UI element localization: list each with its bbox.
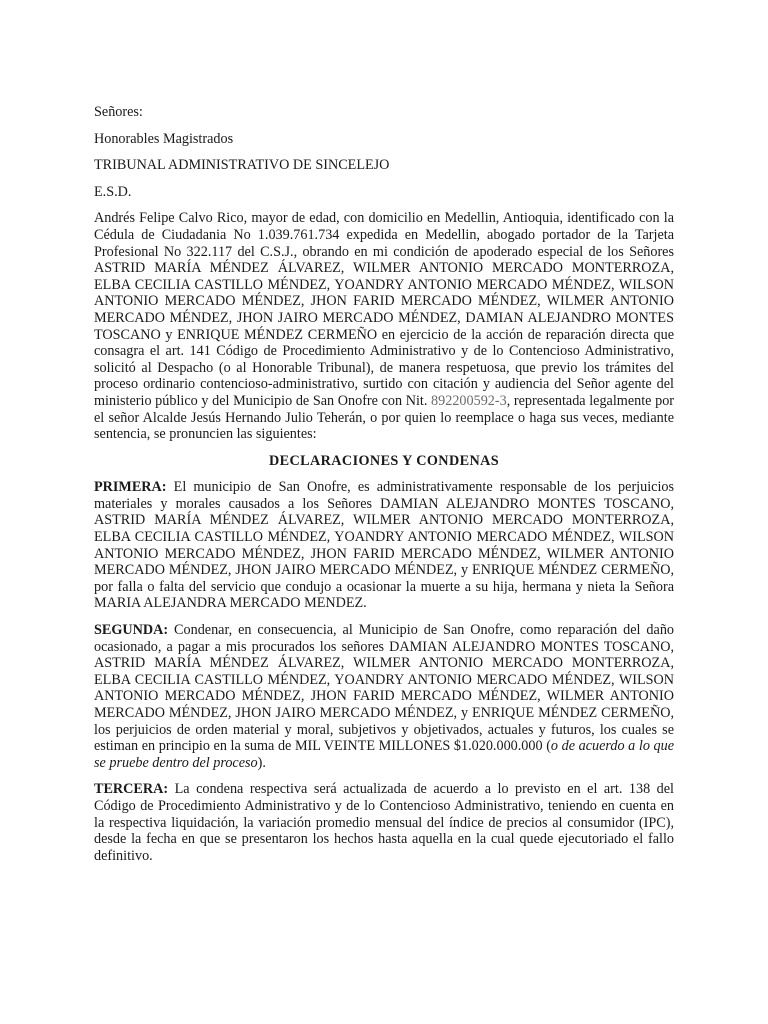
tercera-label: TERCERA: [94,781,169,798]
nit-number: 892200592-3 [431,392,507,409]
tercera-text: La condena respectiva será actualizada de acuerdo a lo previsto en el art. 138 del Código de Procedimiento Administrativo y de lo Contencioso Administrativo, teniendo en cuenta en la respectiva liquidación, la variación promedio mensual del índice de precios al consumidor (IPC), desde la fecha en que se presentaron los hechos hasta aquella en la cual quede ejecutoriado el fallo definitivo. [94,781,675,864]
intro-text-end: , representada legalmente por el señor Alcalde Jesús Hernando Julio Teherán, o por quien lo reemplace o haga sus veces, mediante sentencia, se pronuncien las siguientes: [94,392,675,443]
section-title: DECLARACIONES Y CONDENAS [268,452,500,469]
salutation: Señores: [94,104,143,120]
intro-text: Andrés Felipe Calvo Rico, mayor de edad, con domicilio en Medellin, Antioquia, identificado con la Cédula de Ciudadania No 1.039.761.734 expedida en Medellin, abogado portador de la Tarjeta Profesional No 322.117 del C.S.J., obrando en mi condición de apoderado especial de los Señores ASTRID MARÍA MÉNDEZ ÁLVAREZ, WILMER ANTONIO MERCADO MONTERROZA, ELBA CECILIA CASTILLO MÉNDEZ, YOANDRY ANTONIO MERCADO MÉNDEZ, WILSON ANTONIO MERCADO MÉNDEZ, JHON FARID MERCADO MÉNDEZ, WILMER ANTONIO MERCADO MÉNDEZ, JHON JAIRO MERCADO MÉNDEZ, DAMIAN ALEJANDRO MONTES TOSCANO y ENRIQUE MÉNDEZ CERMEÑO en ejercicio de la acción de reparación directa que consagra el art. 141 Código de Procedimiento Administrativo y de lo Contencioso Administrativo, solicitó al Despacho (o al Honorable Tribunal), de manera respetuosa, que previo los trámites del proceso ordinario contencioso-administrativo, surtido con citación y audiencia del Señor agente del ministerio público y del Municipio de San Onofre con Nit. [94,210,674,409]
primera-text: El municipio de San Onofre, es administrativamente responsable de los perjuicios materiales y morales causados a los Señores DAMIAN ALEJANDRO MONTES TOSCANO, ASTRID MARÍA MÉNDEZ ÁLVAREZ, WILMER ANTONIO MERCADO MONTERROZA, ELBA CECILIA CASTILLO MÉNDEZ, YOANDRY ANTONIO MERCADO MÉNDEZ, WILSON ANTONIO MERCADO MÉNDEZ, JHON FARID MERCADO MÉNDEZ, WILMER ANTONIO MERCADO MÉNDEZ, JHON JAIRO MERCADO MÉNDEZ, y ENRIQUE MÉNDEZ CERMEÑO, por falla o falta del servicio que condujo a ocasionar la muerte a su hija, hermana y nieta la Señora MARIA ALEJANDRA MERCADO MENDEZ. [94,479,675,612]
intro-paragraph [94,210,674,442]
segunda-closing: ). [257,754,266,771]
tercera-paragraph [94,781,674,864]
esd-line: E.S.D. [94,183,132,200]
segunda-paragraph [94,622,674,771]
segunda-label: SEGUNDA: [94,622,169,639]
segunda-text: Condenar, en consecuencia, al Municipio de San Onofre, como reparación del daño ocasionado, a pagar a mis procurados los señores DAMIAN ALEJANDRO MONTES TOSCANO, ASTRID MARÍA MÉNDEZ ÁLVAREZ, WILMER ANTONIO MERCADO MONTERROZA, ELBA CECILIA CASTILLO MÉNDEZ, YOANDRY ANTONIO MERCADO MÉNDEZ, WILSON ANTONIO MERCADO MÉNDEZ, JHON FARID MERCADO MÉNDEZ, WILMER ANTONIO MERCADO MÉNDEZ, JHON JAIRO MERCADO MÉNDEZ, y ENRIQUE MÉNDEZ CERMEÑO, los perjuicios de orden material y moral, subjetivos y objetivados, actuales y futuros, los cuales se estiman en principio en la suma de MIL VEINTE MILLONES $1.020.000.000 ( [94,622,675,755]
tribunal-name: TRIBUNAL ADMINISTRATIVO DE SINCELEJO [94,157,390,174]
primera-label: PRIMERA: [94,479,167,496]
segunda-italic: o de acuerdo a lo que se pruebe dentro del proceso [94,738,675,771]
primera-paragraph [94,479,674,612]
addressee: Honorables Magistrados [94,130,234,147]
